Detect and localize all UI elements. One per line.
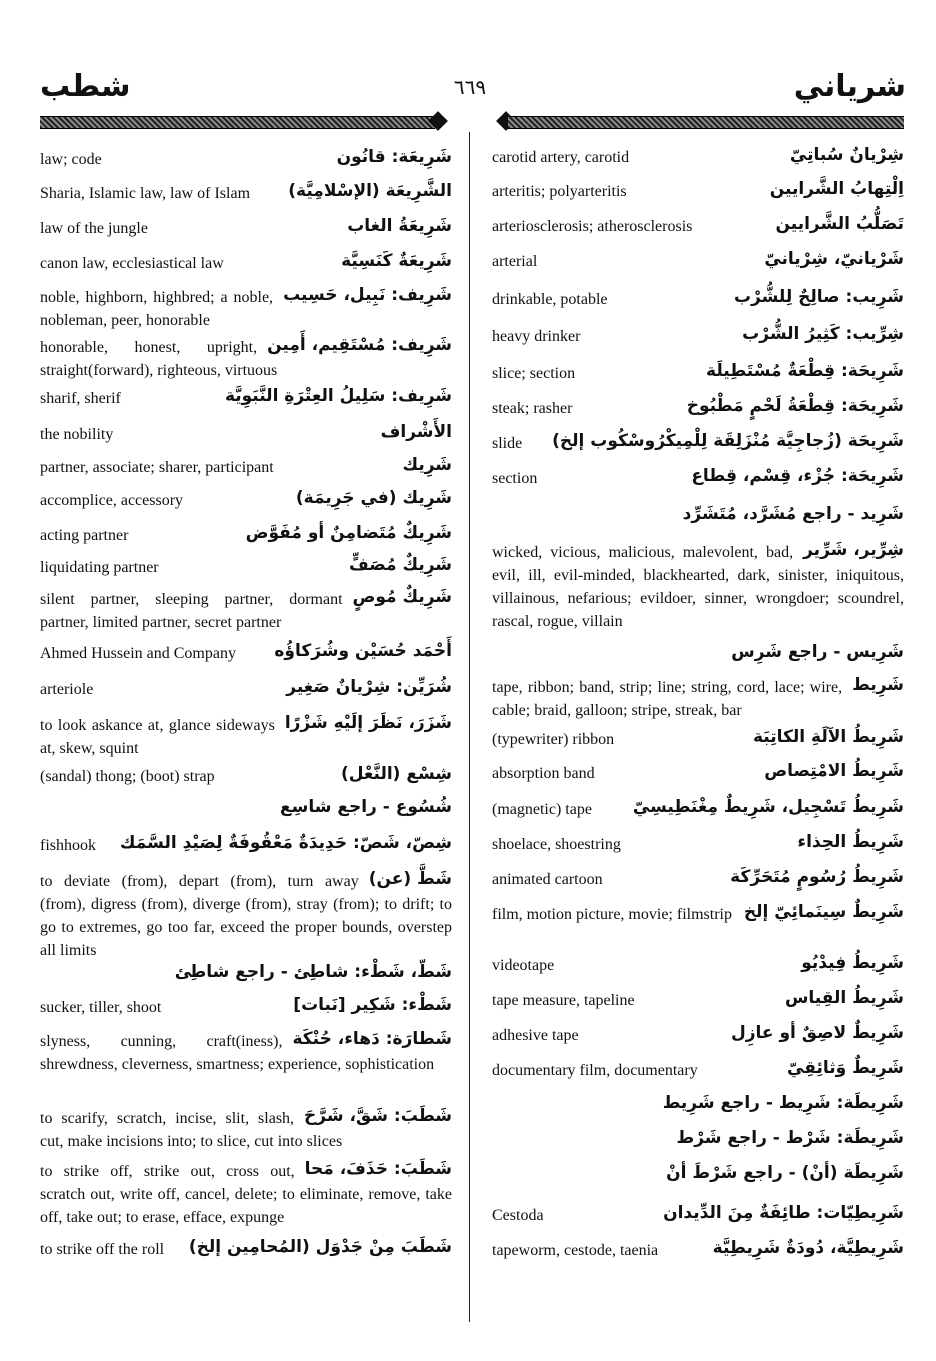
entry-arabic-headword: شَرِيحَة: جُزْء، قِسْم، قِطاع (691, 466, 904, 486)
dictionary-entry (492, 288, 904, 314)
entry-english-definition: Ahmed Hussein and Company (40, 645, 236, 662)
entry-english-definition: noble, highborn, highbred; a noble, nobleman, peer, honorable (40, 289, 274, 329)
entry-arabic-headword: شَرِيطُ تَسْجِيل، شَرِيطٌ مِغْنَطِيسِيّ (632, 797, 904, 817)
entry-english-definition: Cestoda (492, 1207, 544, 1224)
dictionary-entry (40, 1160, 452, 1229)
entry-arabic-headword: شَرِيحَة: قِطْعَةٌ مُسْتَطِيلَة (706, 361, 904, 381)
entry-english-definition: section (492, 470, 538, 487)
entry-arabic-headword: شَرِيطٌ وَثائِقِيّ (787, 1058, 904, 1078)
entry-english-definition: to strike off the roll (40, 1241, 165, 1258)
dictionary-entry (492, 1094, 904, 1120)
entry-arabic-headword: شَرِيكٌ مُوصٍ (352, 587, 452, 607)
entry-arabic-headword: شَطّ، شَطْء: شاطِئ - راجع شاطِئ (174, 962, 452, 982)
entry-english-definition: silent partner, sleeping partner, dormant partner, limited partner, secret partner (40, 591, 343, 631)
entry-arabic-headword: شَرِيكٌ مُتَضامِنٌ أو مُفَوَّض (245, 523, 452, 543)
dictionary-entry (40, 834, 452, 860)
entry-english-definition: fishhook (40, 837, 96, 854)
entry-arabic-headword: شُرَيِّن: شِرْيانٌ صَغِير (286, 677, 452, 697)
entry-english-definition: absorption band (492, 765, 595, 782)
entry-english-definition: arteritis; polyarteritis (492, 183, 627, 200)
dictionary-entry (40, 714, 452, 760)
entry-english-definition: slide (492, 435, 523, 452)
entry-arabic-headword: شَرِيعَة: قانُون (336, 147, 452, 167)
entry-arabic-headword: شَرِيطَة: شَرْط - راجع شَرْط (676, 1128, 904, 1148)
dictionary-entry (40, 642, 452, 668)
entry-english-definition: arteriole (40, 681, 94, 698)
dictionary-entry (492, 989, 904, 1015)
dictionary-entry (492, 954, 904, 980)
entry-english-definition: shoelace, shoestring (492, 836, 621, 853)
header-rule-right (508, 116, 904, 129)
dictionary-entry (492, 903, 904, 949)
entry-arabic-headword: شَرِيط (852, 675, 904, 695)
entry-arabic-headword: شَرِيف: مُسْتَقِيم، أَمِين (267, 335, 452, 355)
dictionary-entry (40, 556, 452, 582)
entry-english-definition: sharif, sherif (40, 390, 121, 407)
dictionary-entry (492, 467, 904, 493)
dictionary-entry (492, 1059, 904, 1085)
dictionary-entry (492, 1129, 904, 1155)
entry-arabic-headword: شَرِيف: نَبِيل، حَسِيب (283, 285, 452, 305)
entry-arabic-headword: شَطَبَ مِنْ جَدْوَل (المُحامِين إلخ) (188, 1237, 452, 1257)
entry-english-definition: acting partner (40, 527, 129, 544)
entry-arabic-headword: شَرِيطُ الامْتِصاص (764, 761, 904, 781)
dictionary-entry (40, 1030, 452, 1099)
header-guide-word-right: شرياني (793, 69, 906, 104)
entry-arabic-headword: شَرِيك (في جَرِيمَة) (295, 488, 452, 508)
dictionary-entry (492, 762, 904, 788)
entry-arabic-headword: الشَّرِيعَة (الإسْلامِيَّة) (288, 181, 452, 201)
entry-english-definition: accomplice, accessory (40, 492, 184, 509)
entry-english-definition: arteriosclerosis; atherosclerosis (492, 218, 693, 235)
dictionary-entry (492, 432, 904, 458)
entry-arabic-headword: شَرِيعَةُ الغاب (347, 216, 452, 236)
entry-arabic-headword: أَحْمَد حُسَيْن وشُرَكاؤُه (274, 641, 452, 661)
dictionary-entry (40, 870, 452, 962)
header-guide-word-left: شطب (40, 69, 131, 104)
dictionary-entry (40, 524, 452, 550)
entry-arabic-headword: شَطارَة: دَهاء، حُنْكَة (292, 1029, 452, 1049)
entry-english-definition: (typewriter) ribbon (492, 731, 615, 748)
dictionary-entry (492, 397, 904, 423)
dictionary-entry (492, 215, 904, 241)
dictionary-entry (40, 456, 452, 482)
entry-arabic-headword: شَرِيطِيّات: طائِفَةٌ مِنَ الدِّيدان (663, 1203, 904, 1223)
entry-arabic-headword: شَرِيحَة: قِطْعَةُ لَحْمٍ مَطْبُوخ (686, 396, 904, 416)
entry-arabic-headword: شَطَّ (عن) (368, 869, 452, 889)
entry-english-definition: law of the jungle (40, 220, 148, 237)
entry-arabic-headword: شَرِيطٌ لاصِقٌ أو عازِل (731, 1023, 904, 1043)
dictionary-entry (40, 963, 452, 989)
entry-arabic-headword: شِرِّيب: كَثِيرُ الشُّرْب (742, 324, 904, 344)
dictionary-entry (492, 1239, 904, 1265)
entry-english-definition: heavy drinker (492, 328, 581, 345)
entry-english-definition: steak; rasher (492, 400, 573, 417)
dictionary-entry (492, 1164, 904, 1190)
dictionary-entry (492, 325, 904, 351)
entry-english-definition: tape measure, tapeline (492, 992, 635, 1009)
entry-arabic-headword: شَرِيطِيَّة، دُودَةٌ شَرِيطِيَّة (712, 1238, 904, 1258)
entry-arabic-headword: شَرِيكٌ مُصَفٍّ (349, 555, 452, 575)
dictionary-entry (40, 252, 452, 278)
dictionary-entry (492, 250, 904, 276)
entry-arabic-headword: شَرِيك (402, 455, 452, 475)
entry-arabic-headword: شُسُوع - راجع شاسِع (279, 797, 452, 817)
dictionary-entry (492, 362, 904, 388)
entry-arabic-headword: اِلْتِهابُ الشَّرايين (769, 179, 904, 199)
entry-english-definition: canon law, ecclesiastical law (40, 255, 224, 272)
dictionary-entry (40, 588, 452, 634)
column-divider (469, 132, 470, 1322)
entry-arabic-headword: شَرِيس - راجع شَرِس (731, 642, 904, 662)
entry-arabic-headword: شَرِيعَةٌ كَنَسِيَّة (341, 251, 452, 271)
entry-english-definition: to deviate (from), depart (from), turn away (from), digress (from), diverge (from), stray (from); to drift; to go to extremes, go too far, exceed the proper bounds, overstep all limits (40, 873, 452, 959)
entry-arabic-headword: شَرِيحَة (زُجاجِيَّة مُنْزَلِقَة لِلْمِيكْرُوسْكُوب إلخ) (552, 431, 904, 451)
entry-arabic-headword: الأَشْراف (380, 422, 452, 442)
dictionary-entry (40, 387, 452, 413)
dictionary-entry (40, 1107, 452, 1153)
dictionary-entry (492, 146, 904, 172)
entry-english-definition: law; code (40, 151, 102, 168)
dictionary-entry (40, 489, 452, 515)
entry-arabic-headword: شَرِيطُ رُسُومٍ مُتَحَرِّكَة (730, 867, 904, 887)
entry-arabic-headword: شَطْء: شَكِير [نَبات] (293, 995, 452, 1015)
entry-english-definition: to strike off, strike out, cross out, scratch out, write off, cancel, delete; to eliminate, remove, take off, take out; to erase, efface, expunge (40, 1163, 452, 1226)
dictionary-entry (40, 798, 452, 824)
entry-english-definition: the nobility (40, 426, 114, 443)
dictionary-entry (492, 541, 904, 633)
dictionary-entry (40, 286, 452, 332)
dictionary-entry (492, 1024, 904, 1050)
entry-arabic-headword: شَرِيطٌ سِينَمائِيّ إلخ (743, 902, 904, 922)
entry-english-definition: animated cartoon (492, 871, 603, 888)
dictionary-entry (40, 765, 452, 791)
entry-arabic-headword: شَرِيطُ الآلَةِ الكاتِبَة (752, 727, 904, 747)
entry-arabic-headword: شَطَبَ: شَقَّ، شَرَّحَ (304, 1106, 452, 1126)
dictionary-entry (492, 798, 904, 824)
entry-arabic-headword: شَرِيطُ الحِذاء (797, 832, 904, 852)
entry-arabic-headword: شَرِيطُ فِيدْيُو (801, 953, 904, 973)
dictionary-entry (492, 728, 904, 754)
entry-arabic-headword: شَرِيب: صالِحٌ لِلشُّرْب (733, 287, 904, 307)
entry-english-definition: tapeworm, cestode, taenia (492, 1242, 659, 1259)
entry-english-definition: carotid artery, carotid (492, 149, 630, 166)
entry-english-definition: drinkable, potable (492, 291, 608, 308)
entry-english-definition: sucker, tiller, shoot (40, 999, 162, 1016)
entry-arabic-headword: شَرِيطَة (أنْ) - راجع شَرْطَ أنْ (666, 1163, 904, 1183)
entry-english-definition: videotape (492, 957, 555, 974)
entry-english-definition: to look askance at, glance sideways at, skew, squint (40, 717, 275, 757)
page-number: ٦٦٩ (453, 75, 487, 99)
entry-english-definition: wicked, vicious, malicious, malevolent, bad, evil, ill, evil-minded, blackhearted, dark, sinister, iniquitous, villainous, nefarious; evildoer, sinner, wrongdoer; scoundrel, rascal, rogue, villain (492, 544, 904, 630)
entry-english-definition: slice; section (492, 365, 576, 382)
dictionary-entry (40, 996, 452, 1022)
entry-arabic-headword: شَرِيطَة: شَرِيط - راجع شَرِيط (662, 1093, 904, 1113)
dictionary-entry (40, 336, 452, 382)
entry-arabic-headword: شِرْيانٌ سُباتِيّ (789, 145, 904, 165)
entry-english-definition: slyness, cunning, craft(iness), shrewdness, cleverness, smartness; experience, sophistication (40, 1033, 435, 1073)
entry-english-definition: arterial (492, 253, 538, 270)
dictionary-entry (40, 217, 452, 243)
entry-arabic-headword: شَزَرَ، نَظَرَ إلَيْهِ شَزْرًا (284, 713, 452, 733)
dictionary-entry (40, 678, 452, 704)
entry-arabic-headword: شِصّ، شَصّ: حَدِيدَةٌ مَعْقُوفَةٌ لِصَيْدِ السَّمَك (119, 833, 452, 853)
entry-arabic-headword: شِسْع (النَّعْل) (340, 764, 452, 784)
entry-english-definition: adhesive tape (492, 1027, 579, 1044)
dictionary-entry (492, 868, 904, 894)
dictionary-entry (492, 1204, 904, 1230)
entry-arabic-headword: شَرِيد - راجع مُشَرَّد، مُتَشَرِّد (682, 504, 904, 524)
entry-english-definition: Sharia, Islamic law, law of Islam (40, 185, 251, 202)
entry-english-definition: (magnetic) tape (492, 801, 592, 818)
entry-arabic-headword: شَرْيانيّ، شِرْيانيّ (764, 249, 904, 269)
entry-english-definition: documentary film, documentary (492, 1062, 698, 1079)
dictionary-entry (40, 423, 452, 449)
entry-arabic-headword: شَرِيطُ القِياس (784, 988, 904, 1008)
dictionary-entry (40, 148, 452, 174)
entry-english-definition: tape, ribbon; band, strip; line; string, cord, lace; wire, cable; braid, galloon; stripe, streak, bar (492, 679, 843, 719)
entry-english-definition: (sandal) thong; (boot) strap (40, 768, 215, 785)
dictionary-entry (492, 180, 904, 206)
entry-arabic-headword: شِرِّير، شَرِّير (803, 540, 904, 560)
dictionary-entry (492, 505, 904, 531)
dictionary-entry (492, 676, 904, 722)
entry-arabic-headword: شَرِيف: سَلِيلُ العِتْرَةِ النَّبَوِيَّة (224, 386, 452, 406)
dictionary-entry (40, 182, 452, 208)
header-rule-left (40, 116, 435, 129)
entry-english-definition: liquidating partner (40, 559, 159, 576)
entry-english-definition: honorable, honest, upright, straight(forward), righteous, virtuous (40, 339, 278, 379)
dictionary-entry (492, 643, 904, 669)
dictionary-entry (40, 1238, 452, 1264)
entry-arabic-headword: شَطَبَ: حَذَفَ، مَحا (304, 1159, 452, 1179)
entry-english-definition: film, motion picture, movie; filmstrip (492, 906, 732, 923)
entry-english-definition: to scarify, scratch, incise, slit, slash, cut, make incisions into; to slice, cut into slices (40, 1110, 343, 1150)
entry-english-definition: partner, associate; sharer, participant (40, 459, 274, 476)
entry-arabic-headword: تَصَلُّبُ الشَّرايين (775, 214, 904, 234)
dictionary-entry (492, 833, 904, 859)
